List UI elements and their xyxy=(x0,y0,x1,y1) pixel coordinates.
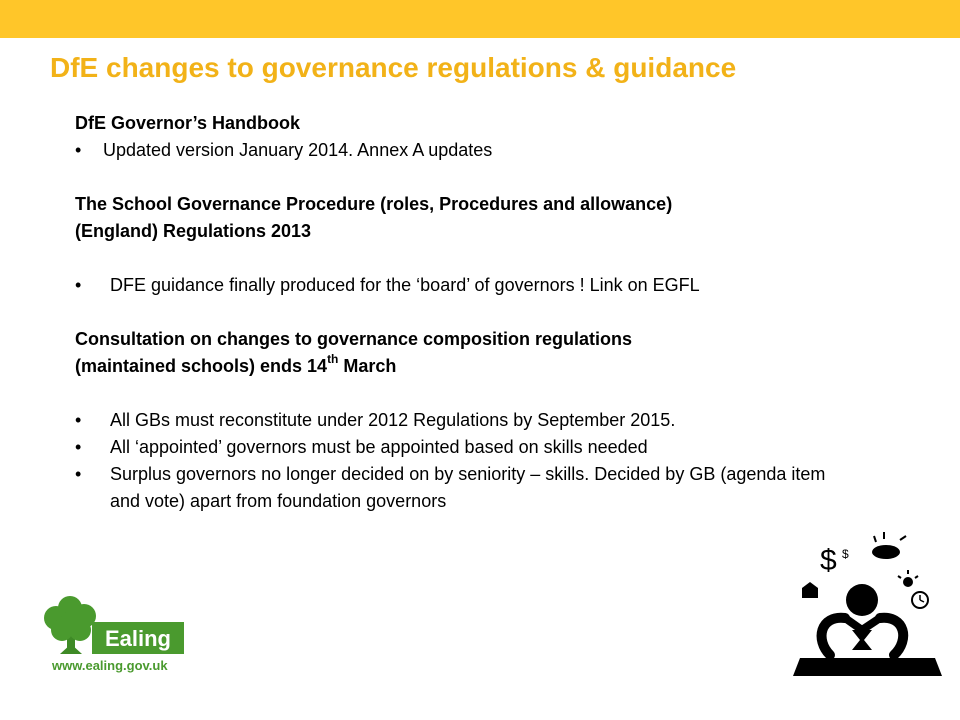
consultation-heading-sup: th xyxy=(327,352,339,366)
bullet-text: Updated version January 2014. Annex A updates xyxy=(103,140,493,160)
slide-content xyxy=(75,110,895,515)
bullet-icon: • xyxy=(75,437,82,457)
svg-text:$: $ xyxy=(842,547,849,561)
bullet-text: All GBs must reconstitute under 2012 Regulations by September 2015. xyxy=(110,410,676,430)
logo-url: www.ealing.gov.uk xyxy=(52,658,168,673)
bullet-icon: • xyxy=(75,275,82,295)
bullet-icon: • xyxy=(75,410,82,430)
list-item xyxy=(75,137,895,164)
tree-icon xyxy=(44,596,96,654)
consultation-heading-post: March xyxy=(338,356,397,376)
handbook-bullets xyxy=(75,137,895,164)
top-accent-bar xyxy=(0,0,960,38)
list-item xyxy=(75,272,895,299)
list-item xyxy=(75,461,850,515)
bullet-icon: • xyxy=(75,464,82,484)
list-item xyxy=(75,434,895,461)
list-item xyxy=(75,407,895,434)
consultation-bullets xyxy=(75,407,895,515)
bullet-icon: • xyxy=(75,140,82,160)
consultation-heading-pre: (maintained schools) ends 14 xyxy=(75,356,328,376)
consultation-heading-line2 xyxy=(75,353,895,380)
consultation-heading-line1: Consultation on changes to governance composition regulations xyxy=(75,329,633,349)
procedure-bullets xyxy=(75,272,895,299)
bullet-text: Surplus governors no longer decided on by seniority – skills. Decided by GB (agenda item and vote) apart from foundation governors xyxy=(110,464,826,511)
person-with-worries-icon xyxy=(790,530,945,680)
svg-text:$: $ xyxy=(820,544,837,577)
procedure-heading-line2: (England) Regulations 2013 xyxy=(75,221,312,241)
slide-title: DfE changes to governance regulations & guidance xyxy=(50,52,737,83)
procedure-heading-line1: The School Governance Procedure (roles, Procedures and allowance) xyxy=(75,194,673,214)
bullet-text: DFE guidance finally produced for the ‘board’ of governors ! Link on EGFL xyxy=(110,275,700,295)
bullet-text: All ‘appointed’ governors must be appointed based on skills needed xyxy=(110,437,648,457)
logo-name: Ealing xyxy=(104,626,172,651)
handbook-heading: DfE Governor’s Handbook xyxy=(75,113,301,133)
